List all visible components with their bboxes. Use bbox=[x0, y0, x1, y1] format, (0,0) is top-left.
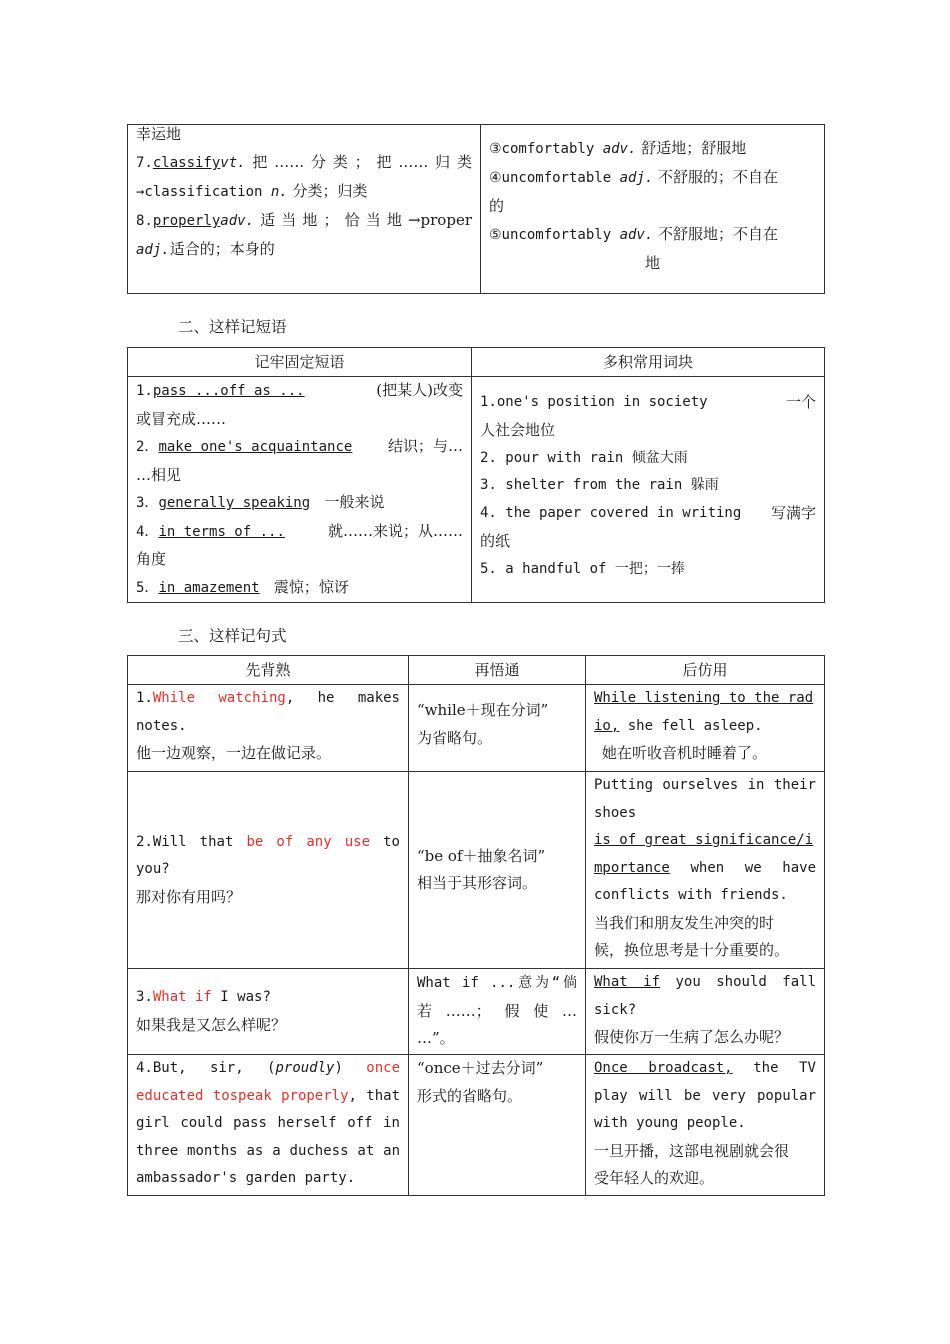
memorize-cell bbox=[128, 685, 409, 772]
vocab-line: 的 bbox=[489, 197, 505, 215]
table-row bbox=[128, 772, 825, 969]
vocab-line: 7.classifyvt.把……分类；把……归类 bbox=[136, 153, 472, 171]
chunk-item: 的纸 bbox=[480, 531, 511, 550]
sentence-line: with young people. bbox=[594, 1115, 746, 1131]
sentence-line: ambassador's garden party. bbox=[136, 1170, 356, 1186]
memorize-cell bbox=[128, 772, 409, 969]
sentence-line: 如果我是又怎么样呢？ bbox=[136, 1015, 287, 1034]
vocab-line: ④uncomfortable adj. 不舒服的；不自在 bbox=[489, 168, 779, 186]
memorize-cell bbox=[128, 969, 409, 1055]
sentence-line: io, she fell asleep. bbox=[594, 717, 763, 734]
imitate-cell bbox=[586, 1055, 825, 1196]
sentences-header-memorize: 先背熟 bbox=[128, 656, 409, 685]
table-row bbox=[128, 969, 825, 1055]
chunk-item: 4. the paper covered in writing 写满字 bbox=[480, 504, 816, 523]
sentence-line: 1.While watching, he makes bbox=[136, 690, 400, 706]
sentence-line: shoes bbox=[594, 804, 637, 821]
phrases-header-chunks: 多积常用词块 bbox=[472, 348, 825, 377]
vocab-line: →classification n. 分类；归类 bbox=[136, 182, 368, 200]
vocab-line: ⑤uncomfortably adv. 不舒服地；不自在 bbox=[489, 225, 779, 243]
phrase-item: …相见 bbox=[136, 465, 182, 484]
vocab-line: adj.适合的；本身的 bbox=[136, 240, 275, 258]
sentence-line: is of great significance/i bbox=[594, 832, 814, 848]
sentence-line: 2.Will that be of any use to bbox=[136, 833, 400, 850]
understand-cell bbox=[409, 969, 586, 1055]
sentence-line: Putting ourselves in their bbox=[594, 777, 816, 793]
sentences-header-imitate: 后仿用 bbox=[586, 656, 825, 685]
chunk-item: 2. pour with rain 倾盆大雨 bbox=[480, 449, 688, 466]
sentence-line: 他一边观察，一边在做记录。 bbox=[136, 744, 332, 762]
sentence-line: 受年轻人的欢迎。 bbox=[594, 1169, 715, 1187]
vocab-left-cell bbox=[128, 125, 481, 294]
sentence-line: notes. bbox=[136, 717, 187, 734]
sentence-line: play will be very popular bbox=[594, 1087, 816, 1104]
phrases-fixed-cell bbox=[128, 377, 472, 603]
vocab-right-cell bbox=[481, 125, 825, 294]
vocab-line: 8.properlyadv.适当地；恰当地→proper bbox=[136, 211, 472, 229]
phrase-item: 3．generally speaking 一般来说 bbox=[136, 493, 385, 511]
phrase-item: 1.pass ...off as ... (把某人)改变 bbox=[136, 381, 463, 399]
sentence-line: 她在听收音机时睡着了。 bbox=[602, 744, 768, 762]
phrase-item: 角度 bbox=[136, 550, 167, 568]
sentence-line: 当我们和朋友发生冲突的时 bbox=[594, 913, 775, 932]
vocab-line: ③comfortably adv. 舒适地；舒服地 bbox=[489, 139, 747, 157]
imitate-cell bbox=[586, 772, 825, 969]
sentence-line: 候，换位思考是十分重要的。 bbox=[594, 941, 790, 959]
note-line: …”。 bbox=[417, 1029, 455, 1047]
note-line: 为省略句。 bbox=[417, 728, 493, 747]
sentence-line: educated tospeak properly, that bbox=[136, 1087, 401, 1104]
section-heading-phrases: 二、这样记短语 bbox=[178, 318, 287, 336]
phrases-table bbox=[127, 347, 825, 603]
sentences-header-understand: 再悟通 bbox=[409, 656, 586, 685]
chunk-item: 1.one's position in society 一个 bbox=[480, 393, 816, 411]
sentence-line: 那对你有用吗？ bbox=[136, 887, 242, 906]
sentence-line: sick? bbox=[594, 1001, 637, 1018]
vocab-line: 幸运地 bbox=[136, 125, 182, 143]
note-line: 若……；假使… bbox=[417, 1001, 577, 1020]
sentence-line: 一旦开播，这部电视剧就会很 bbox=[594, 1141, 790, 1160]
phrase-item: 4．in terms of ... 就……来说；从…… bbox=[136, 521, 463, 540]
sentence-line: three months as a duchess at an bbox=[136, 1142, 400, 1159]
understand-cell bbox=[409, 1055, 586, 1196]
understand-cell bbox=[409, 772, 586, 969]
sentence-line: 3.What if I was? bbox=[136, 989, 271, 1005]
understand-cell bbox=[409, 685, 586, 772]
note-line: What if ...意为“倘 bbox=[417, 975, 577, 991]
phrases-header-fixed: 记牢固定短语 bbox=[128, 348, 472, 377]
sentence-line: mportance when we have bbox=[594, 859, 816, 876]
sentence-line: conflicts with friends. bbox=[594, 887, 788, 903]
note-line: 形式的省略句。 bbox=[417, 1086, 523, 1105]
memorize-cell bbox=[128, 1055, 409, 1196]
phrases-chunks-cell bbox=[472, 377, 825, 603]
sentences-table bbox=[127, 655, 825, 1196]
chunk-item: 3. shelter from the rain 躲雨 bbox=[480, 477, 719, 494]
sentence-line: girl could pass herself off in bbox=[136, 1115, 400, 1131]
imitate-cell bbox=[586, 969, 825, 1055]
vocab-line: 地 bbox=[644, 254, 660, 272]
imitate-cell bbox=[586, 685, 825, 772]
phrase-item: 或冒充成…… bbox=[136, 409, 227, 428]
note-line: “once＋过去分词” bbox=[417, 1059, 544, 1077]
sentence-line: What if you should fall bbox=[594, 974, 816, 990]
chunk-item: 5. a handful of 一把；一捧 bbox=[480, 560, 685, 577]
phrase-item: 2．make one's acquaintance 结识；与… bbox=[136, 437, 463, 455]
vocab-table bbox=[127, 124, 825, 294]
table-row bbox=[128, 1055, 825, 1196]
table-row bbox=[128, 685, 825, 772]
sentence-line: you? bbox=[136, 861, 170, 878]
note-line: 相当于其形容词。 bbox=[417, 874, 538, 892]
note-line: “be of＋抽象名词” bbox=[417, 846, 546, 865]
phrase-item: 5．in amazement 震惊；惊讶 bbox=[136, 577, 349, 596]
sentence-line: 4.But, sir, (proudly) once bbox=[136, 1060, 401, 1076]
sentence-line: While listening to the rad bbox=[594, 690, 814, 706]
chunk-item: 人社会地位 bbox=[480, 420, 556, 439]
note-line: “while＋现在分词” bbox=[417, 701, 549, 719]
sentence-line: 假使你万一生病了怎么办呢？ bbox=[594, 1028, 790, 1046]
section-heading-sentences: 三、这样记句式 bbox=[178, 627, 287, 645]
sentence-line: Once broadcast, the TV bbox=[594, 1060, 816, 1076]
